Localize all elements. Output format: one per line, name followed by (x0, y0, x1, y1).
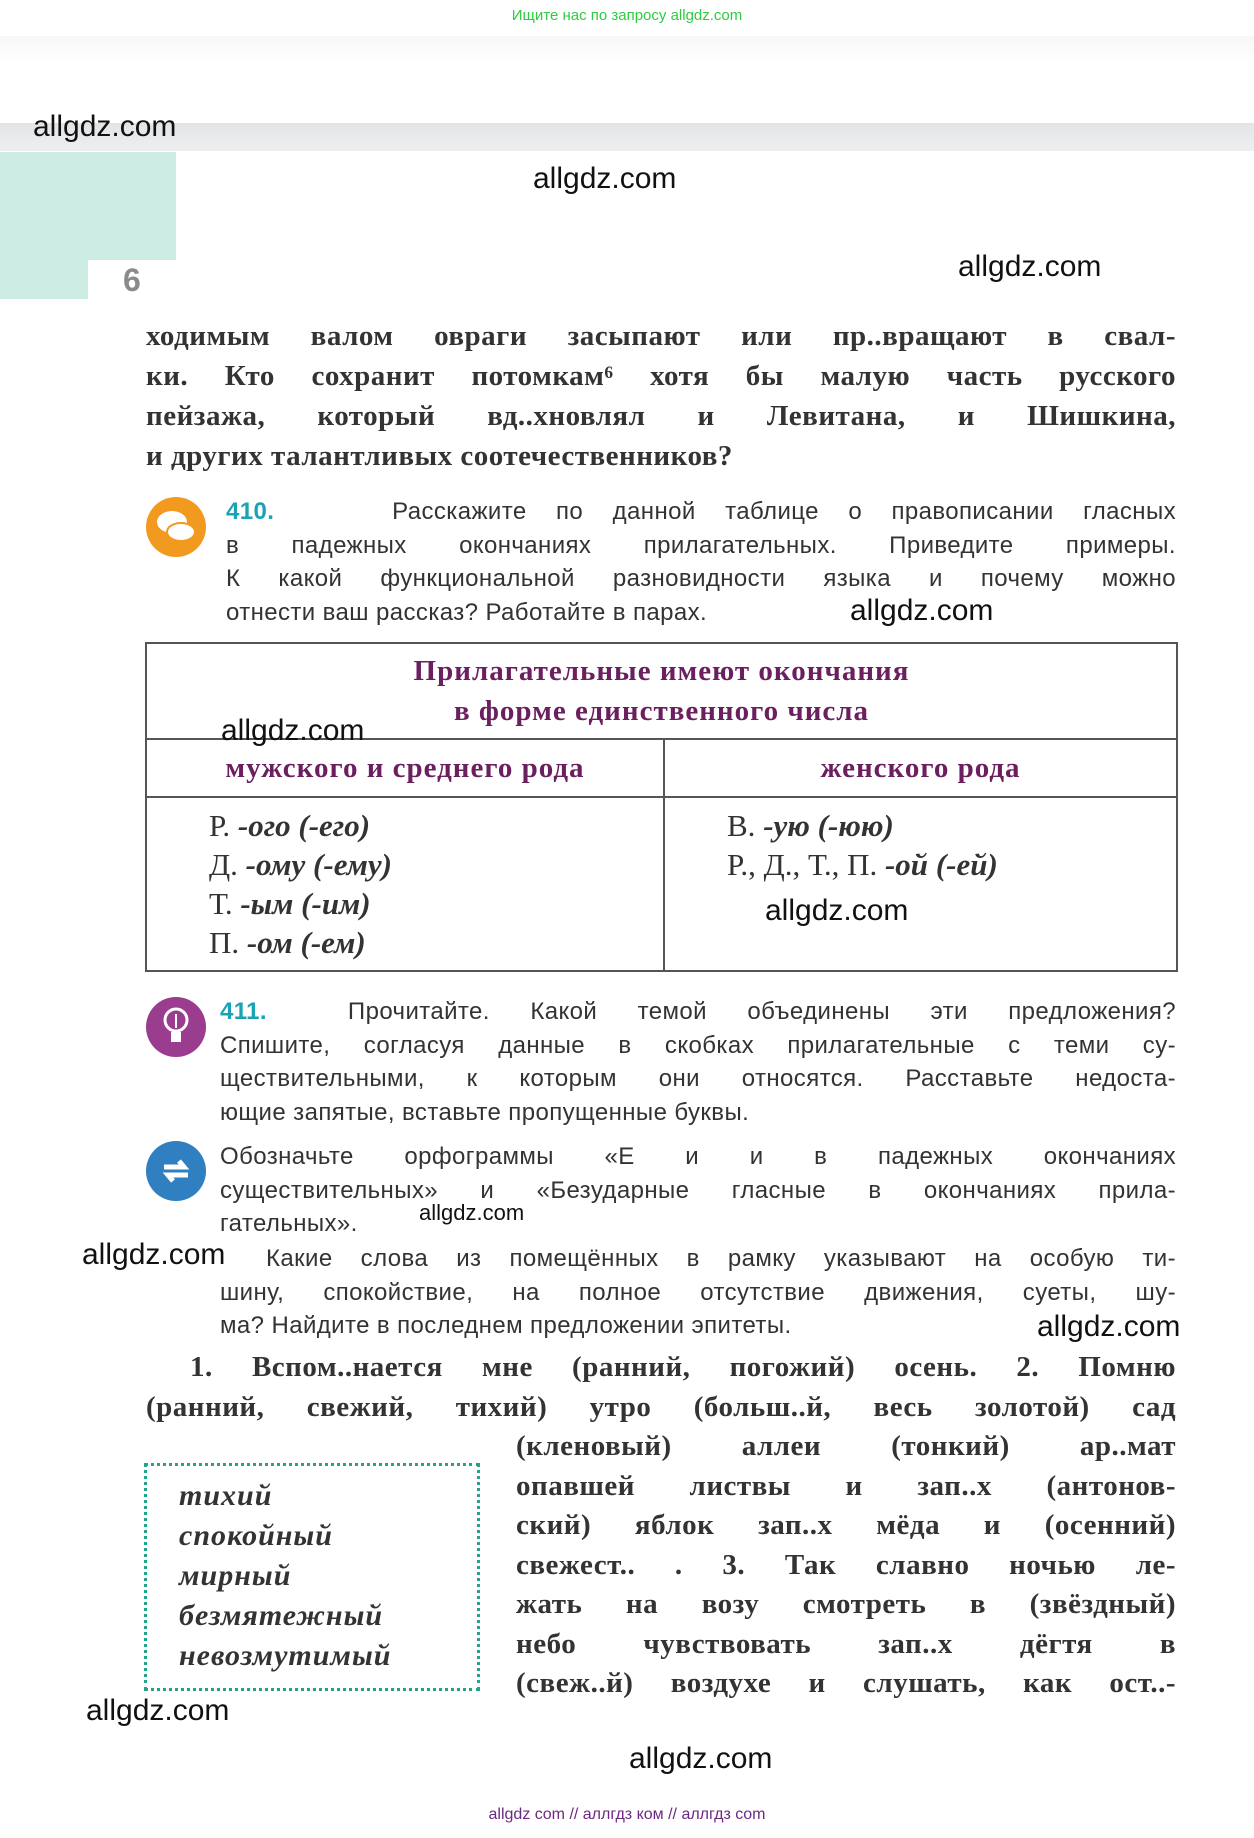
box-word: невозмутимый (179, 1639, 392, 1672)
box-word: безмятежный (179, 1599, 384, 1632)
lightbulb-icon (146, 997, 206, 1057)
watermark: allgdz.com (82, 1238, 226, 1271)
ending-row: П. -ом (-ем) (209, 925, 366, 960)
watermark: allgdz.com (86, 1694, 230, 1727)
text-line: небо чувствовать зап..х дёгтя в (516, 1627, 1176, 1660)
text-line: опавшей листвы и зап..х (антонов- (516, 1469, 1176, 1502)
task-first-line (226, 495, 1176, 529)
text-line: (кленовый) аллеи (тонкий) ар..мат (516, 1430, 1176, 1462)
orthogram-note (220, 1140, 1176, 1241)
text-line: жать на возу смотреть в (звёздный) (516, 1588, 1176, 1620)
exercise-sentences (146, 1348, 1176, 1427)
ending-row: Р. -ого (-его) (209, 808, 371, 843)
ending-row: Д. -ому (-ему) (209, 847, 392, 882)
text-line: (свеж..й) воздухе и слушать, как ост..- (516, 1667, 1176, 1699)
text-line: К какой функциональной разновидности языка и почему можно (226, 565, 1176, 592)
text-line: гательных». (220, 1210, 358, 1237)
footer: allgdz com // аллгдз ком // аллгдз com (488, 1806, 766, 1823)
text-line: ющие запятые, вставьте пропущенные буквы. (220, 1098, 750, 1126)
ending-row: В. -ую (-юю) (727, 808, 894, 843)
gray-divider (0, 123, 1254, 151)
top-banner (0, 0, 1254, 36)
speech-bubbles-icon (146, 497, 206, 557)
watermark: allgdz.com (629, 1742, 773, 1775)
text-line: в падежных окончаниях прилагательных. Приведите примеры. (226, 531, 1176, 559)
text-line: свежест.. . 3. Так славно ночью ле- (516, 1548, 1176, 1581)
task-411 (220, 995, 1176, 1129)
exercise-sentences-right (516, 1427, 1176, 1704)
word-box (144, 1463, 480, 1691)
text-line: 1. Вспом..нается мне (ранний, погожий) осень. 2. Помню (190, 1351, 1176, 1383)
watermark: allgdz.com (33, 110, 177, 143)
text-line: ский) яблок зап..х мёда и (осенний) (516, 1509, 1176, 1541)
endings-table (145, 642, 1178, 972)
text-line: существительных» и «Безударные гласные в окончаниях прила- (220, 1176, 1176, 1204)
text-line: ма? Найдите в последнем предложении эпитеты. (220, 1312, 792, 1339)
col-header-fem: женского рода (664, 739, 1177, 797)
text-line: ществительными, к которым они относятся. Расставьте недоста- (220, 1065, 1176, 1092)
intro-paragraph (146, 316, 1176, 476)
watermark: allgdz.com (221, 714, 365, 747)
ending-row: Р., Д., Т., П. -ой (-ей) (727, 847, 998, 882)
text-line: Какие слова из помещённых в рамку указывают на особую ти- (266, 1245, 1176, 1272)
watermark: allgdz.com (419, 1200, 525, 1225)
col-header-masc-neut: мужского и среднего рода (146, 739, 664, 797)
text-line: Обозначьте орфограммы «Е и и в падежных окончаниях (220, 1143, 1176, 1170)
watermark: allgdz.com (765, 894, 909, 927)
watermark: allgdz.com (958, 250, 1102, 283)
watermark: allgdz.com (533, 162, 677, 195)
table-title-line: в форме единственного числа (453, 695, 870, 727)
task-first-line (220, 995, 1176, 1029)
masc-neut-endings (146, 797, 664, 971)
box-word: тихий (179, 1479, 273, 1512)
box-word: спокойный (179, 1519, 333, 1552)
ending-row: Т. -ым (-им) (209, 886, 371, 921)
box-word: мирный (179, 1559, 292, 1592)
text-line: шину, спокойствие, на полное отсутствие движения, суеты, шу- (220, 1278, 1176, 1306)
task-text: Расскажите по данной таблице о правописании гласных (392, 498, 1176, 525)
text-line: (ранний, свежий, тихий) утро (больш..й, весь золотой) сад (146, 1390, 1176, 1423)
table-title-line: Прилагательные имеют окончания (413, 655, 910, 687)
fem-endings (664, 797, 1177, 971)
watermark: allgdz.com (1037, 1310, 1181, 1343)
text-line: и других талантливых соотечественников? (146, 440, 733, 472)
text-line: пейзажа, который вд..хновлял и Левитана, и Шишкина, (146, 400, 1176, 432)
text-line: ки. Кто сохранит потомкам⁶ хотя бы малую часть русского (146, 360, 1176, 392)
text-line: отнести ваш рассказ? Работайте в парах. (226, 598, 708, 626)
page-number: 6 (123, 262, 141, 298)
header-area (0, 36, 1254, 124)
watermark: allgdz.com (850, 594, 994, 627)
task-text: Прочитайте. Какой темой объединены эти предложения? (347, 998, 1176, 1025)
top-banner-text: Ищите нас по запросу allgdz.com (511, 7, 743, 24)
repeat-arrows-icon (146, 1141, 206, 1201)
text-line: Спишите, согласуя данные в скобках прилагательные с теми су- (220, 1031, 1176, 1059)
question (220, 1242, 1176, 1343)
text-line: ходимым валом овраги засыпают или пр..вращают в свал- (146, 320, 1176, 352)
task-number: 410. (226, 498, 275, 525)
task-number: 411. (220, 998, 267, 1025)
task-410 (226, 495, 1176, 629)
